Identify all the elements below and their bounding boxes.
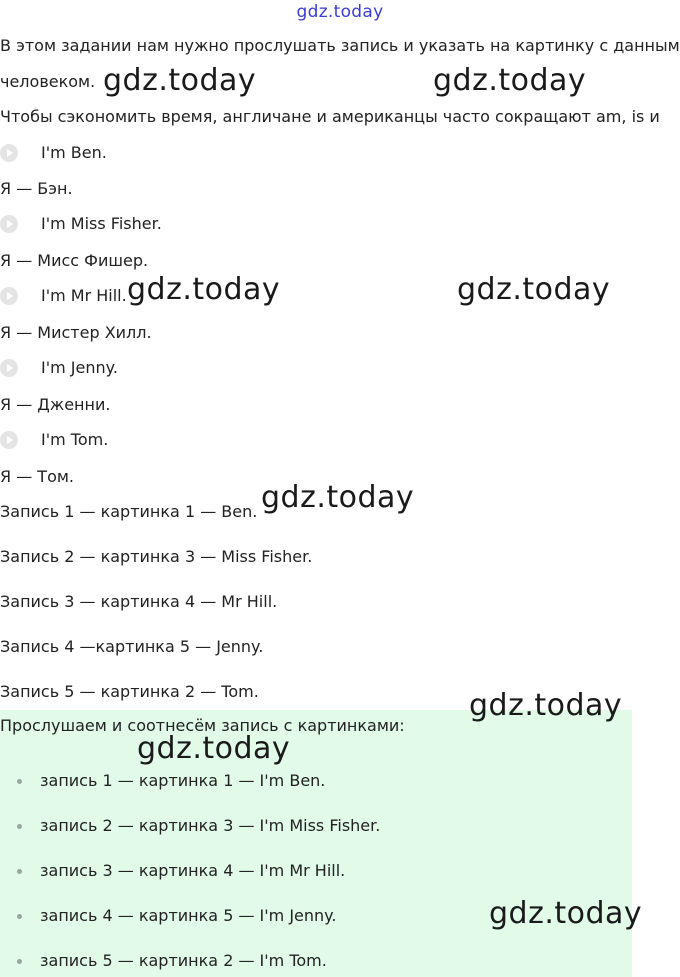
phrase-translation: Я — Бэн. <box>0 179 73 198</box>
phrase-english: I'm Tom. <box>41 430 109 449</box>
answer-line: Запись 2 — картинка 3 — Miss Fisher. <box>0 547 313 566</box>
watermark: gdz.today <box>433 63 587 98</box>
watermark: gdz.today <box>469 688 623 723</box>
audio-phrase-3[interactable] <box>0 286 127 306</box>
phrase-translation: Я — Мистер Хилл. <box>0 323 152 342</box>
listen-item: запись 5 — картинка 2 — I'm Tom. <box>40 951 327 970</box>
play-icon[interactable] <box>0 144 18 162</box>
phrase-english: I'm Miss Fisher. <box>41 214 162 233</box>
watermark: gdz.today <box>261 480 415 515</box>
phrase-translation: Я — Дженни. <box>0 395 111 414</box>
play-icon[interactable] <box>0 359 18 377</box>
answer-line: Запись 4 —картинка 5 — Jenny. <box>0 637 264 656</box>
play-icon[interactable] <box>0 287 18 305</box>
listen-item: запись 1 — картинка 1 — I'm Ben. <box>40 771 326 790</box>
listen-item: запись 3 — картинка 4 — I'm Mr Hill. <box>40 861 346 880</box>
phrase-english: I'm Ben. <box>41 143 107 162</box>
play-icon[interactable] <box>0 215 18 233</box>
intro-line-3: Чтобы сэкономить время, англичане и американцы часто сокращают am, is и <box>0 107 660 126</box>
answer-line: Запись 1 — картинка 1 — Ben. <box>0 502 258 521</box>
audio-phrase-4[interactable] <box>0 358 118 378</box>
bullet-icon <box>17 959 22 964</box>
phrase-english: I'm Mr Hill. <box>41 286 127 305</box>
answer-line: Запись 5 — картинка 2 — Tom. <box>0 682 259 701</box>
intro-line-1: В этом задании нам нужно прослушать запись и указать на картинку с данным <box>0 36 680 55</box>
bullet-icon <box>17 869 22 874</box>
bullet-icon <box>17 914 22 919</box>
answer-line: Запись 3 — картинка 4 — Mr Hill. <box>0 592 278 611</box>
watermark: gdz.today <box>489 896 643 931</box>
listen-block <box>0 710 632 977</box>
bullet-icon <box>17 824 22 829</box>
bullet-icon <box>17 779 22 784</box>
listen-heading: Прослушаем и соотнесём запись с картинками: <box>0 716 405 735</box>
watermark: gdz.today <box>127 272 281 307</box>
audio-phrase-1[interactable] <box>0 143 107 163</box>
audio-phrase-5[interactable] <box>0 430 108 450</box>
phrase-translation: Я — Том. <box>0 467 75 486</box>
watermark: gdz.today <box>103 63 257 98</box>
header-watermark: gdz.today <box>296 2 384 22</box>
phrase-translation: Я — Мисс Фишер. <box>0 251 149 270</box>
audio-phrase-2[interactable] <box>0 214 162 234</box>
phrase-english: I'm Jenny. <box>41 358 118 377</box>
intro-line-2: человеком. <box>0 72 96 91</box>
listen-item: запись 2 — картинка 3 — I'm Miss Fisher. <box>40 816 381 835</box>
watermark: gdz.today <box>457 272 611 307</box>
listen-item: запись 4 — картинка 5 — I'm Jenny. <box>40 906 337 925</box>
watermark: gdz.today <box>137 731 291 766</box>
play-icon[interactable] <box>0 431 18 449</box>
